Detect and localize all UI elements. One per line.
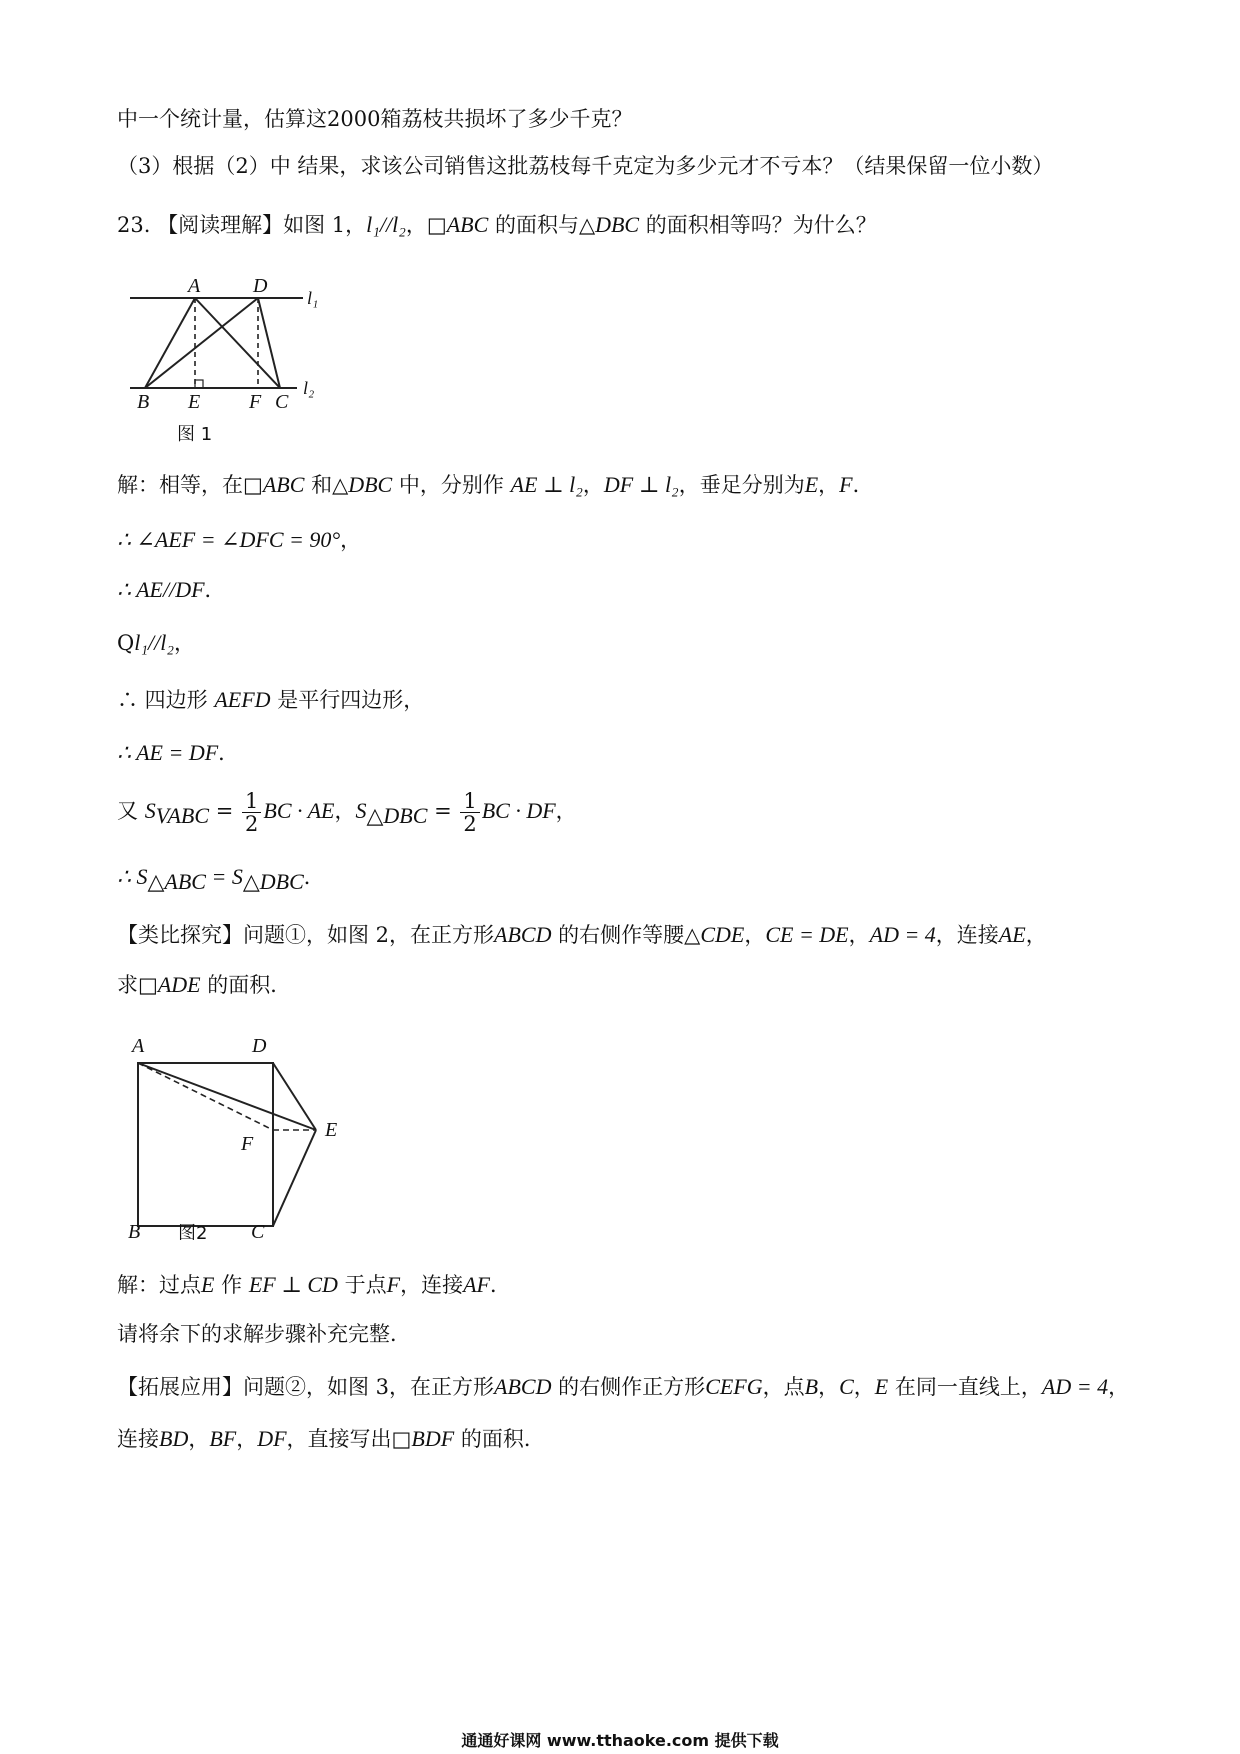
s7-comma-2: ， <box>555 799 577 823</box>
p1-comma-1: ， <box>744 923 766 947</box>
fig2-label-f: F <box>241 1133 254 1155</box>
r1-b: B <box>804 1374 819 1399</box>
s1-text-e: 中，分别作 <box>392 473 511 497</box>
r2-comma-2: ， <box>236 1427 258 1451</box>
r1-c: C <box>839 1374 854 1399</box>
s7-den1: 2 <box>245 812 259 836</box>
r1-ad-4: AD = 4 <box>1041 1374 1109 1399</box>
fig1-label-e: E <box>188 391 201 413</box>
solution-line-3 <box>117 575 226 605</box>
fig2-caption: 图2 <box>178 1223 208 1240</box>
problem-1-line-2 <box>117 970 291 1000</box>
s7-fraction-2 <box>460 790 479 835</box>
figure-2 <box>120 1030 360 1240</box>
p1-ae: AE <box>998 922 1026 947</box>
solution-line-6 <box>117 738 239 768</box>
problem-2-line-2 <box>117 1424 545 1454</box>
fig1-label-d: D <box>253 275 268 297</box>
q1-text-e: 于点 <box>337 1273 387 1297</box>
p2-ade: ADE <box>157 972 201 997</box>
fig2-label-e: E <box>325 1119 338 1141</box>
q1-ef-perp: EF ⊥ CD <box>248 1272 338 1297</box>
s8-period: ． <box>303 865 325 889</box>
s1-df-perp: DF ⊥ l₂ <box>603 472 679 497</box>
q1-text-a: 解：过点 <box>117 1273 201 1297</box>
s8-s2: = S <box>205 864 243 889</box>
s7-text-a: 又 <box>117 799 145 823</box>
r2-comma-1: ， <box>188 1427 210 1451</box>
text-line-2: （3）根据（2）中 结果，求该公司销售这批荔枝每千克定为多少元才不亏本？（结果保留一位小数） <box>117 154 1054 178</box>
r2-bd: BD <box>159 1426 189 1451</box>
s8-sub2: △DBC <box>242 869 304 895</box>
problem-1-solution-line-2: 请将余下的求解步骤补充完整． <box>117 1322 411 1346</box>
q23-abc: ABC <box>446 212 489 237</box>
r1-cefg: CEFG <box>705 1374 763 1399</box>
s1-text-i: ，垂足分别为 <box>678 473 805 497</box>
fig1-label-b: B <box>137 391 150 413</box>
r2-text-i: 的面积． <box>454 1427 545 1451</box>
s7-sub1: VABC <box>155 803 210 829</box>
s1-text-c: 和△ <box>304 473 349 497</box>
p1-comma-2: ， <box>848 923 870 947</box>
problem-1-solution-line-1 <box>117 1270 511 1300</box>
r1-comma-1: ， <box>818 1375 840 1399</box>
s4-q: Q <box>117 631 135 655</box>
p2-text-c: 的面积． <box>200 973 292 997</box>
q23-text-2: 的面积与△ <box>488 213 596 237</box>
s6-end: ． <box>218 741 240 765</box>
p1-ad-4: AD = 4 <box>869 922 936 947</box>
s7-num2: 1 <box>460 790 479 813</box>
s7-eq2: = <box>427 799 459 823</box>
r2-df: DF <box>257 1426 287 1451</box>
s5-text-a: ∴ 四边形 <box>117 688 215 712</box>
fig1-label-l1: l₁ <box>307 288 319 308</box>
p1-text-a: 【类比探究】问题①，如图 2，在正方形 <box>117 923 495 947</box>
s5-aefd: AEFD <box>214 687 271 712</box>
p1-abcd: ABCD <box>494 922 552 947</box>
p1-text-i: ，连接 <box>935 923 999 947</box>
solution-line-4 <box>117 628 195 658</box>
solution-line-2 <box>117 525 361 555</box>
s7-bc-df: BC · DF <box>481 798 556 823</box>
s7-bc-ae: BC · AE <box>263 798 335 823</box>
q23-lead: 23. 【阅读理解】如图 1， <box>117 213 367 237</box>
fig2-label-c: C <box>251 1221 265 1240</box>
fig1-caption: 图 1 <box>177 424 213 445</box>
s1-ae-perp: AE ⊥ l₂ <box>510 472 583 497</box>
question-23-intro <box>117 210 877 240</box>
q1-text-g: ，连接 <box>400 1273 464 1297</box>
r1-text-k: 在同一直线上， <box>888 1375 1042 1399</box>
s1-f: F <box>839 472 853 497</box>
r1-text-c: 的右侧作正方形 <box>551 1375 706 1399</box>
s1-comma-2: ， <box>818 473 840 497</box>
s1-text-a: 解：相等，在□ <box>117 473 263 497</box>
p1-text-c: 的右侧作等腰△ <box>551 923 701 947</box>
s6-math: ∴ AE = DF <box>117 740 219 765</box>
p1-cde: CDE <box>700 922 745 947</box>
r1-comma-2: ， <box>853 1375 875 1399</box>
q23-parallel: l₁//l₂ <box>366 212 406 237</box>
s1-comma-1: ， <box>582 473 604 497</box>
s4-parallel: l₁//l₂ <box>134 630 174 655</box>
r1-abcd: ABCD <box>494 1374 552 1399</box>
solution-line-7 <box>117 786 577 841</box>
r1-text-a: 【拓展应用】问题②，如图 3，在正方形 <box>117 1375 495 1399</box>
s7-num1: 1 <box>242 790 261 813</box>
solution-line-5 <box>117 685 424 715</box>
s1-period: ． <box>852 473 874 497</box>
fig2-label-d: D <box>252 1035 267 1057</box>
s7-den2: 2 <box>463 812 477 836</box>
solution-line-8 <box>117 862 325 897</box>
page-footer: 通通好课网 www.tthaoke.com 提供下载 <box>461 1731 779 1750</box>
problem-2-line-1 <box>117 1372 1129 1402</box>
s7-s1: S <box>144 798 156 823</box>
p2-text-a: 求□ <box>117 973 158 997</box>
s7-eq1: = <box>209 799 240 823</box>
s7-fraction-1 <box>242 790 261 835</box>
s7-sub2: △DBC <box>366 803 428 829</box>
r2-text-g: ，直接写出□ <box>286 1427 412 1451</box>
r2-bdf: BDF <box>411 1426 455 1451</box>
s4-end: ， <box>173 631 195 655</box>
fig1-label-a: A <box>188 275 201 297</box>
q1-af: AF <box>463 1272 490 1297</box>
r1-text-e: ，点 <box>762 1375 805 1399</box>
text-line-1: 中一个统计量，估算这2000箱荔枝共损坏了多少千克？ <box>117 107 633 131</box>
p1-ce-de: CE = DE <box>765 922 849 947</box>
r1-e: E <box>874 1374 889 1399</box>
figure-1 <box>125 270 335 450</box>
s1-e: E <box>804 472 819 497</box>
q1-text-c: 作 <box>214 1273 249 1297</box>
s1-abc: ABC <box>262 472 305 497</box>
fig1-label-f: F <box>249 391 262 413</box>
s3-end: ． <box>204 578 226 602</box>
q1-e: E <box>201 1272 215 1297</box>
p1-comma-3: ， <box>1025 923 1047 947</box>
q1-period: ． <box>489 1273 511 1297</box>
s5-text-c: 是平行四边形， <box>270 688 425 712</box>
q23-text-1: ，□ <box>405 213 447 237</box>
solution-line-1 <box>117 470 874 500</box>
s7-s2: S <box>355 798 367 823</box>
fig2-label-b: B <box>128 1221 141 1240</box>
s8-s1: ∴ S <box>117 864 148 889</box>
fig1-label-l2: l₂ <box>303 378 315 398</box>
fig1-label-c: C <box>275 391 289 413</box>
q1-f: F <box>386 1272 401 1297</box>
problem-1-line-1 <box>117 920 1047 950</box>
r2-text-a: 连接 <box>117 1427 159 1451</box>
q23-dbc: DBC <box>595 212 640 237</box>
s7-comma-1: ， <box>334 799 356 823</box>
s3-math: ∴ AE//DF <box>117 577 205 602</box>
r2-bf: BF <box>209 1426 237 1451</box>
r1-comma-3: ， <box>1108 1375 1130 1399</box>
q23-text-3: 的面积相等吗？为什么？ <box>639 213 877 237</box>
s2-math: ∴ ∠AEF = ∠DFC = 90° <box>117 527 341 552</box>
s8-sub1: △ABC <box>147 869 206 895</box>
s2-end: ， <box>340 528 362 552</box>
s1-dbc: DBC <box>348 472 393 497</box>
fig2-label-a: A <box>132 1035 145 1057</box>
